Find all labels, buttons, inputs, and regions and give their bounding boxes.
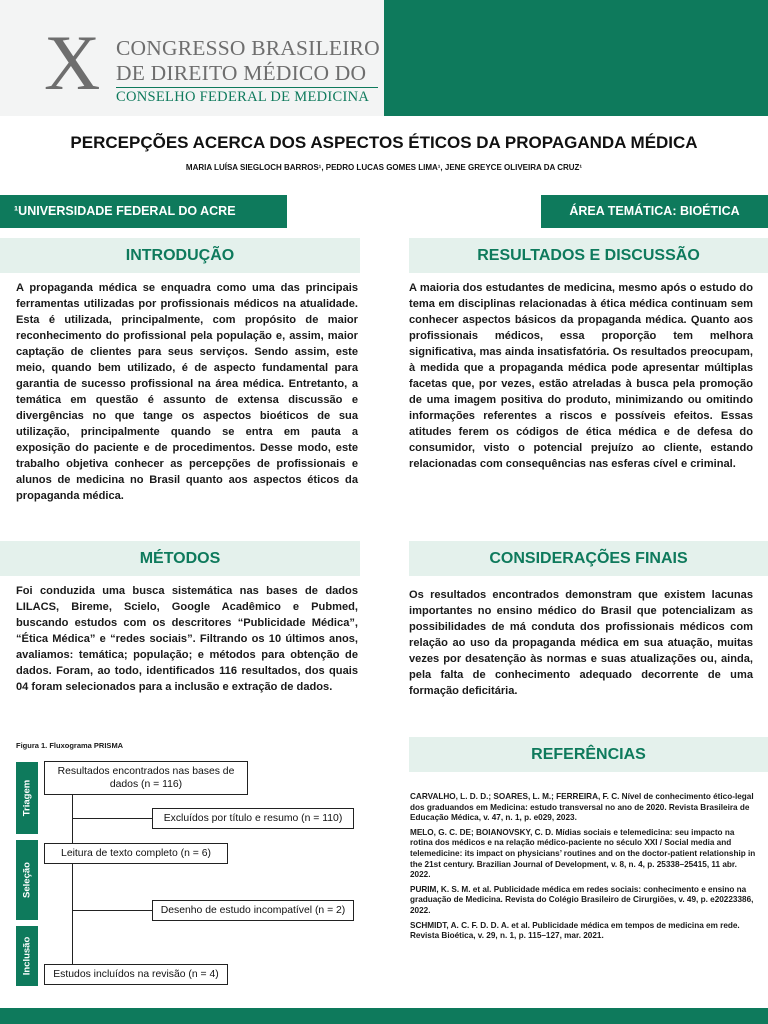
references-heading: REFERÊNCIAS bbox=[409, 737, 768, 772]
stage-label-screening: Triagem bbox=[21, 779, 33, 817]
logo-rule bbox=[116, 87, 378, 88]
introduction-text: A propaganda médica se enquadra como uma das principais ferramentas utilizadas por profissionais médicos na atualidade. Esta é utilizada, principalmente, com propósito de maior reconhecimento do profissional pela população e, assim, maior captação de clientes para seus serviços. Sendo assim, este meio, quando bem utilizado, é de aspecto fundamental para garantia de sucesso profissional na área médica. Entretanto, a temática em questão é assunto de extensa discussão e divergências no que tange os aspectos bioéticos de sua utilização, principalmente quando se entra em pauta a exposição do paciente e de procedimentos. Desse modo, este trabalho objetiva conhecer as percepções de profissionais e alunos de medicina no Brasil quanto aos aspectos éticos da propaganda médica. bbox=[16, 282, 358, 502]
results-heading: RESULTADOS E DISCUSSÃO bbox=[409, 238, 768, 273]
logo-numeral: X bbox=[44, 19, 99, 106]
logo-line-1: CONGRESSO BRASILEIRO bbox=[116, 36, 380, 60]
logo-line-3: CONSELHO FEDERAL DE MEDICINA bbox=[116, 89, 370, 105]
prisma-box-full-text: Leitura de texto completo (n = 6) bbox=[44, 843, 228, 864]
results-text: A maioria dos estudantes de medicina, mesmo após o estudo do tema em disciplinas relacionadas à ética médica continuam sem conhecer aspectos básicos da propaganda médica. Quanto aos profissionais médicos, essa proporção tem melhora significativa, mas ainda insatisfatória. Os resultados preocupam, à medida que a propaganda médica pode apresentar múltiplas facetas que, por vezes, estão atreladas à busca pela promoção de uma imagem positiva do produto, minimizando ou omitindo informações referentes a riscos e possíveis efeitos. Essas atitudes ferem os códigos de ética médica e de defesa do consumidor, visto o potencial prejuízo ao cliente, estando relacionadas com consequências nas esferas cível e criminal. bbox=[409, 282, 753, 470]
prisma-box-incompatible: Desenho de estudo incompatível (n = 2) bbox=[152, 900, 354, 921]
stage-bar-screening bbox=[16, 762, 38, 834]
flow-connector-incompatible bbox=[72, 910, 152, 911]
stage-bar-selection bbox=[16, 840, 38, 920]
footer-bar bbox=[0, 1008, 768, 1024]
references-list bbox=[410, 792, 758, 946]
header-right-panel bbox=[384, 0, 768, 116]
congress-logo bbox=[44, 19, 380, 106]
introduction-heading: INTRODUÇÃO bbox=[0, 238, 360, 273]
stage-label-selection: Seleção bbox=[21, 862, 33, 898]
prisma-box-found: Resultados encontrados nas bases de dados (n = 116) bbox=[44, 761, 248, 795]
flow-connector-vertical bbox=[72, 794, 73, 974]
reference-item: PURIM, K. S. M. et al. Publicidade médica em redes sociais: conhecimento e ensino na graduação de Medicina. Revista do Colégio Brasileiro de Cirurgiões, v. 49, p. e20223386, 2022. bbox=[410, 884, 754, 915]
logo-line-2: DE DIREITO MÉDICO DO bbox=[116, 61, 367, 85]
prisma-box-excluded: Excluídos por título e resumo (n = 110) bbox=[152, 808, 354, 829]
stage-label-inclusion: Inclusão bbox=[21, 936, 33, 976]
poster-title: PERCEPÇÕES ACERCA DOS ASPECTOS ÉTICOS DA PROPAGANDA MÉDICA bbox=[70, 133, 698, 152]
prisma-box-included: Estudos incluídos na revisão (n = 4) bbox=[44, 964, 228, 985]
poster-authors: MARIA LUÍSA SIEGLOCH BARROS¹, PEDRO LUCAS GOMES LIMA¹, JENE GREYCE OLIVEIRA DA CRUZ¹ bbox=[185, 163, 583, 172]
reference-item: CARVALHO, L. D. D.; SOARES, L. M.; FERREIRA, F. C. Nível de conhecimento ético-legal dos graduandos em Medicina: estudo transversal no ano de 2020. Revista Brasileira de Educação Médica, v. 47, n. 1, p. e029, 2023. bbox=[410, 792, 754, 823]
reference-item: SCHMIDT, A. C. F. D. D. A. et al. Publicidade médica em tempos de medicina em rede. Revista Bioética, v. 29, n. 1, p. 115–127, mar. 2021. bbox=[410, 920, 740, 941]
conclusions-heading: CONSIDERAÇÕES FINAIS bbox=[409, 541, 768, 576]
conclusions-text: Os resultados encontrados demonstram que existem lacunas importantes no ensino médico do Brasil que potencializam as possibilidades de má conduta dos profissionais médicos com relação ao uso da propaganda médica em sua atuação, muitas vezes por desatenção às normas e suas atualizações ou, ainda, pela falta de conhecimento adequado decorrente de uma formação deficitária. bbox=[409, 589, 753, 697]
affiliation-tag: ¹UNIVERSIDADE FEDERAL DO ACRE bbox=[0, 195, 287, 228]
reference-item: MELO, G. C. DE; BOIANOVSKY, C. D. Mídias sociais e telemedicina: seu impacto na rotina dos médicos e na relação médico-paciente no século XXI / Social media and telemedicine: its impact on physicians’ routines and on the doctor-patient relationship in the 21st century. Brazilian Journal of Development, v. 8, n. 4, p. 25338–25415, 11 abr. 2022. bbox=[410, 827, 756, 880]
figure-caption: Figura 1. Fluxograma PRISMA bbox=[16, 741, 124, 750]
area-tag: ÁREA TEMÁTICA: BIOÉTICA bbox=[541, 195, 768, 228]
methods-heading: MÉTODOS bbox=[0, 541, 360, 576]
flow-connector-excluded bbox=[72, 818, 152, 819]
prisma-flowchart bbox=[12, 754, 372, 994]
methods-text: Foi conduzida uma busca sistemática nas bases de dados LILACS, Bireme, Scielo, Google Acadêmico e Pubmed, buscando estudos com os descritores “Publicidade Médica”, “Ética Médica” e “redes sociais”. Filtrando os 10 últimos anos, avaliamos: temática; população; e métodos para obtenção de dados. Foram, ao todo, identificados 116 resultados, dos quais 04 foram selecionados para a inclusão e extração de dados. bbox=[16, 585, 358, 693]
stage-bar-inclusion bbox=[16, 926, 38, 986]
